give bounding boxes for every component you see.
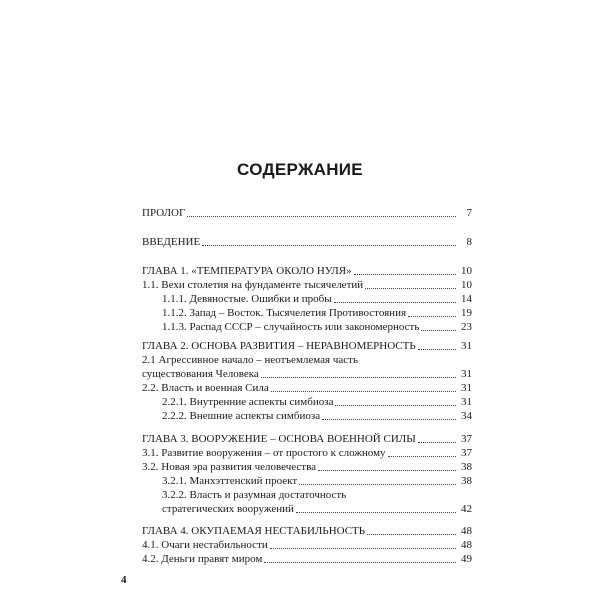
toc-entry-title: 4.2. Деньги правят миром <box>142 553 263 565</box>
toc-entry-title: ПРОЛОГ <box>142 207 186 219</box>
toc-entry-page: 23 <box>461 321 472 333</box>
toc-entry-title: стратегических вооружений <box>162 503 294 515</box>
toc-entry-page: 48 <box>461 525 472 537</box>
toc-entry <box>162 292 472 306</box>
toc-leader-dots <box>187 215 456 217</box>
toc-entry <box>142 446 472 460</box>
toc-entry-page: 38 <box>461 461 472 473</box>
toc-entry-page: 34 <box>461 410 472 422</box>
toc-entry <box>142 206 472 220</box>
toc-entry-title: ГЛАВА 2. ОСНОВА РАЗВИТИЯ – НЕРАВНОМЕРНОСТЬ <box>142 340 416 352</box>
toc-leader-dots <box>418 348 456 350</box>
toc-entry <box>142 381 472 395</box>
toc-entry <box>162 395 472 409</box>
toc-entry <box>142 524 472 538</box>
toc-leader-dots <box>322 418 456 420</box>
toc-entry-page: 31 <box>461 368 472 380</box>
toc-entry-title: 1.1.2. Запад – Восток. Тысячелетия Противостояния <box>162 307 407 319</box>
toc-entry <box>162 409 472 423</box>
toc-entry-title: 2.2.2. Внешние аспекты симбиоза <box>162 410 321 422</box>
toc-entry-page: 19 <box>461 307 472 319</box>
toc-entry-title: 2.2. Власть и военная Сила <box>142 382 269 394</box>
toc-entry-title: 3.2.2. Власть и разумная достаточность <box>162 489 347 501</box>
toc-entry-title: 1.1.1. Девяностые. Ошибки и пробы <box>162 293 332 305</box>
toc-leader-dots <box>421 329 456 331</box>
toc-leader-dots <box>264 561 456 563</box>
toc-entry <box>142 460 472 474</box>
toc-entry-page: 10 <box>461 265 472 277</box>
toc-entry-page: 42 <box>461 503 472 515</box>
toc-entry-title: 2.1 Агрессивное начало – неотъемлемая часть <box>142 354 358 366</box>
toc-entry <box>162 488 472 502</box>
toc-entry <box>142 339 472 353</box>
toc-leader-dots <box>299 483 456 485</box>
toc-entry-page: 10 <box>461 279 472 291</box>
toc-leader-dots <box>318 469 456 471</box>
toc-leader-dots <box>388 455 456 457</box>
toc-entry-title: существования Человека <box>142 368 259 380</box>
toc-entry-title: 1.1.3. Распад СССР – случайность или закономерность <box>162 321 420 333</box>
toc-entry <box>162 306 472 320</box>
toc-entry <box>162 320 472 334</box>
toc-entry-title: ВВЕДЕНИЕ <box>142 236 201 248</box>
toc-entry-title: 2.2.1. Внутренние аспекты симбиоза <box>162 396 334 408</box>
toc-leader-dots <box>365 287 456 289</box>
toc-entry-title: 3.2.1. Манхэттенский проект <box>162 475 298 487</box>
toc-entry-title: ГЛАВА 1. «ТЕМПЕРАТУРА ОКОЛО НУЛЯ» <box>142 265 352 277</box>
toc-entry <box>142 552 472 566</box>
page-number: 4 <box>121 574 127 586</box>
toc-leader-dots <box>271 390 456 392</box>
toc-entry-page: 31 <box>461 382 472 394</box>
toc-leader-dots <box>418 441 456 443</box>
toc-entry-page: 37 <box>461 433 472 445</box>
toc-entry-page: 8 <box>466 236 472 248</box>
toc-leader-dots <box>354 273 456 275</box>
toc-leader-dots <box>367 533 456 535</box>
toc-entry <box>142 432 472 446</box>
toc-entry-title: 3.2. Новая эра развития человечества <box>142 461 317 473</box>
toc-entry <box>142 264 472 278</box>
toc-leader-dots <box>360 363 456 364</box>
toc-entry-title: 4.1. Очаги нестабильности <box>142 539 268 551</box>
toc-entry-page: 14 <box>461 293 472 305</box>
toc-entry-page: 7 <box>466 207 472 219</box>
toc-entry <box>142 278 472 292</box>
toc-entry-page: 31 <box>461 340 472 352</box>
toc-leader-dots <box>261 376 456 378</box>
toc-entry <box>162 502 472 516</box>
toc-entry <box>142 235 472 249</box>
toc-entry-title: ГЛАВА 4. ОКУПАЕМАЯ НЕСТАБИЛЬНОСТЬ <box>142 525 366 537</box>
toc-entry-page: 38 <box>461 475 472 487</box>
toc-entry <box>142 538 472 552</box>
toc-entry-title: 1.1. Вехи столетия на фундаменте тысячелетий <box>142 279 364 291</box>
toc-entry <box>162 474 472 488</box>
toc-leader-dots <box>348 498 456 499</box>
toc-leader-dots <box>202 244 456 246</box>
page-title: СОДЕРЖАНИЕ <box>237 160 363 179</box>
toc-entry-page: 48 <box>461 539 472 551</box>
toc-leader-dots <box>270 547 456 549</box>
toc-entry <box>142 353 472 367</box>
toc-leader-dots <box>334 301 456 303</box>
toc-entry-page: 37 <box>461 447 472 459</box>
toc-leader-dots <box>296 511 456 513</box>
toc-leader-dots <box>408 315 456 317</box>
toc-entry-title: 3.1. Развитие вооружения – от простого к сложному <box>142 447 386 459</box>
toc-entry-title: ГЛАВА 3. ВООРУЖЕНИЕ – ОСНОВА ВОЕННОЙ СИЛЫ <box>142 433 416 445</box>
toc-entry <box>142 367 472 381</box>
toc-entry-page: 31 <box>461 396 472 408</box>
toc-entry-page: 49 <box>461 553 472 565</box>
toc-leader-dots <box>335 404 456 406</box>
